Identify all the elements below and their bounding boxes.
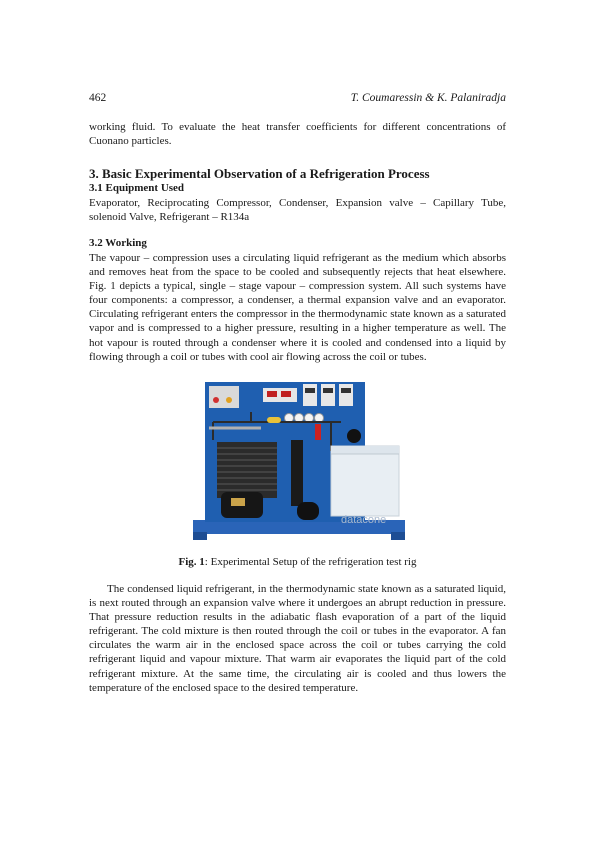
- figure-1-image: [191, 380, 407, 541]
- meter-window-icon-2: [323, 388, 333, 393]
- digital-readout-icon: [267, 391, 277, 397]
- rig-leg-left: [193, 532, 207, 540]
- compressor-label-icon: [231, 498, 245, 506]
- figure-label: Fig. 1: [178, 556, 205, 568]
- receiver-tank: [291, 440, 303, 506]
- red-switch-icon: [213, 397, 219, 403]
- evaporator-cabinet: [331, 446, 399, 516]
- solenoid-valve-icon: [315, 424, 321, 440]
- running-header: [89, 92, 506, 108]
- evaporator-lid: [331, 446, 399, 454]
- running-authors: T. Coumaressin & K. Palaniradja: [350, 92, 506, 104]
- switch-panel: [209, 386, 239, 408]
- rig-leg-right: [391, 532, 405, 540]
- section-3-heading: 3. Basic Experimental Observation of a Refrigeration Process: [89, 166, 430, 181]
- intro-paragraph: working fluid. To evaluate the heat transfer coefficients for different concentrations of Cuonano particles.: [89, 121, 506, 148]
- filter-drier-icon: [267, 417, 281, 423]
- amber-switch-icon: [226, 397, 232, 403]
- subsection-3-1-heading: 3.1 Equipment Used: [89, 182, 185, 194]
- refrigeration-rig-illustration: [191, 380, 407, 541]
- image-watermark: datacone: [341, 514, 387, 526]
- meter-window-icon-3: [341, 388, 351, 393]
- subsection-3-2-heading: 3.2 Working: [89, 237, 147, 249]
- energy-meter-3: [339, 384, 353, 406]
- post-figure-paragraph: The condensed liquid refrigerant, in the thermodynamic state known as a saturated liquid, is next routed through an expansion valve where it undergoes an abrupt reduction in pressure. That pressure reduction results in the adiabatic flash evaporation of a part of the liquid refrigerant. The cold mixture is then routed through the coil or tubes in the evaporator. A fan circulates the warm air in the enclosed space across the coil or tubes carrying the cold refrigerant liquid and vapour mixture. That warm air evaporates the liquid part of the cold refrigerant mixture. At the same time, the circulating air is cooled and thus lowers the temperature of the enclosed space to the desired temperature.: [89, 583, 506, 694]
- figure-1-caption: [89, 556, 506, 568]
- energy-meter-1: [303, 384, 317, 406]
- subsection-3-1-text: Evaporator, Reciprocating Compressor, Condenser, Expansion valve – Capillary Tube, solenoid Valve, Refrigerant – R134a: [89, 197, 506, 224]
- energy-meter-2: [321, 384, 335, 406]
- figure-caption-text: : Experimental Setup of the refrigeration test rig: [204, 556, 417, 568]
- subsection-3-2-text: The vapour – compression uses a circulating liquid refrigerant as the medium which absorbs and removes heat from the space to be cooled and subsequently rejects that heat elsewhere. Fig. 1 depicts a typical, single – stage vapour – compression system. All such systems have four components: a compressor, a condenser, a thermal expansion valve and an evaporator. Circulating refrigerant enters the compressor in the thermodynamic state known as a saturated vapor and is compressed to a higher pressure, resulting in a higher temperature as well. The hot vapour is routed through a condenser where it is cooled and condensed into a liquid by flowing through a coil or tubes with cool air flowing across the coil or tubes.: [89, 252, 506, 363]
- small-compressor-body: [297, 502, 319, 520]
- digital-readout-icon-2: [281, 391, 291, 397]
- meter-window-icon: [305, 388, 315, 393]
- page-number: 462: [89, 92, 107, 104]
- fan-port-icon: [347, 429, 361, 443]
